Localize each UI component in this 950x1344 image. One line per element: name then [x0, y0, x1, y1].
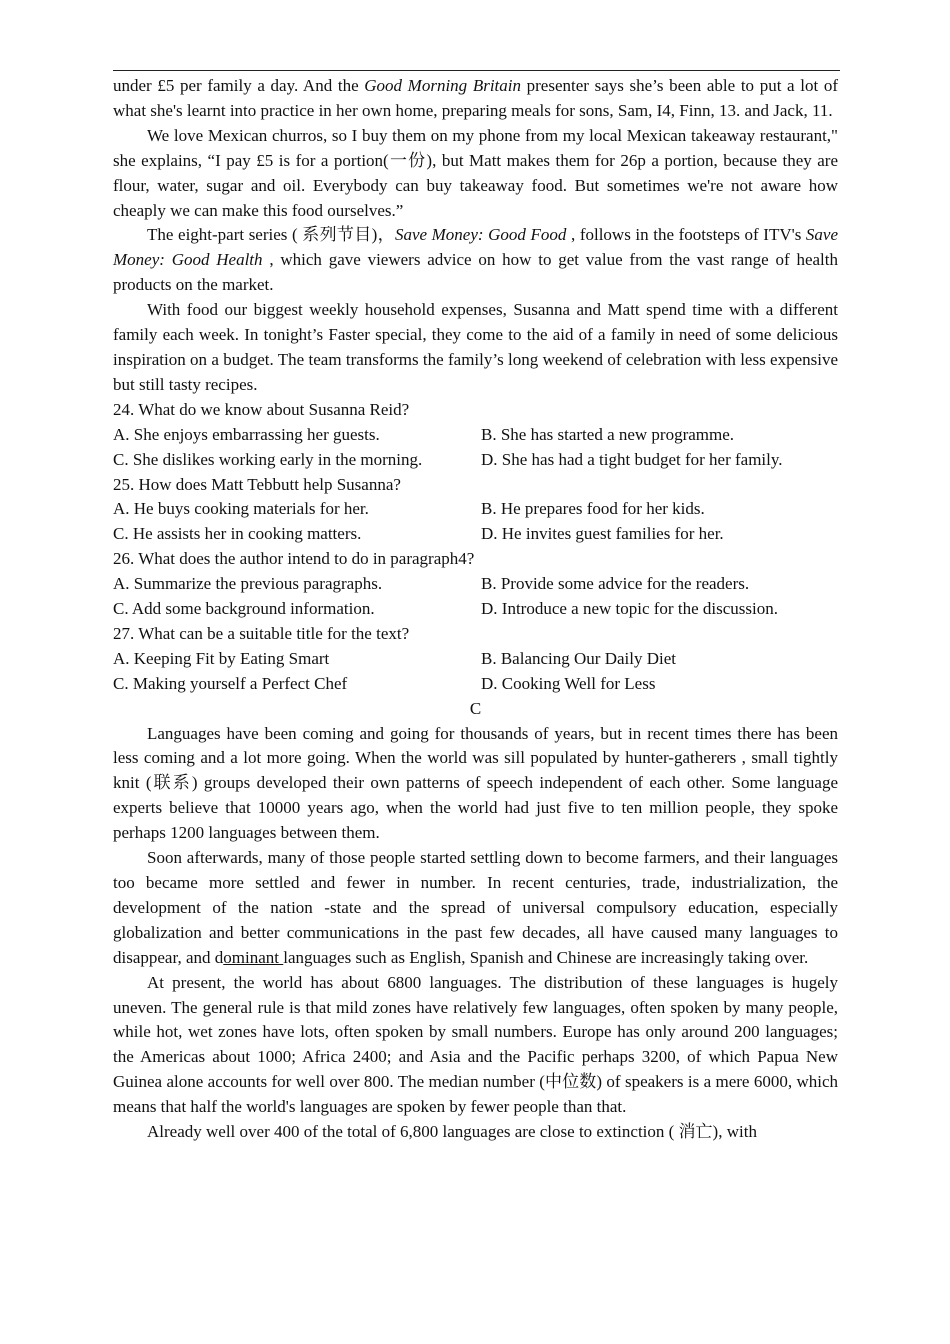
passage-b-paragraph-1: under £5 per family a day. And the Good Morning Britain presenter says she’s been able to put a lot of what she's learnt into practice in her own home, preparing meals for sons, Sam, I4, Finn, 13. and Jack, 11.: [113, 76, 838, 120]
option-b: B. Provide some advice for the readers.: [481, 574, 750, 594]
passage-c-paragraph-3: At present, the world has about 6800 languages. The distribution of these languages is hugely uneven. The general rule is that mild zones have relatively few languages, often spoken by many people, while hot, wet zones have lots, often spoken by small numbers. Europe has only around 200 languages; the Americas about 1000; Africa 2400; and Asia and the Pacific perhaps 3200, of which Papua New Guinea alone accounts for well over 800. The median number (中位数) of speakers is a mere 6000, which means that half the world's languages are spoken by fewer people than that.: [113, 972, 838, 1117]
question-stem: 25. How does Matt Tebbutt help Susanna?: [113, 474, 401, 494]
option-a: A. Keeping Fit by Eating Smart: [113, 648, 330, 668]
option-d: D. Introduce a new topic for the discussion.: [481, 599, 778, 619]
series-title: Save Money: Good Food: [394, 225, 567, 245]
question-27: [113, 622, 838, 697]
option-b: B. Balancing Our Daily Diet: [481, 648, 676, 668]
option-d: D. She has had a tight budget for her family.: [481, 449, 783, 469]
passage-c-paragraph-4: Already well over 400 of the total of 6,800 languages are close to extinction ( 消亡), with: [147, 1122, 757, 1142]
show-title: Good Morning Britain: [364, 76, 521, 95]
option-a: A. He buys cooking materials for her.: [113, 499, 369, 519]
option-a: A. Summarize the previous paragraphs.: [113, 574, 383, 594]
question-stem: 24. What do we know about Susanna Reid?: [113, 399, 410, 419]
passage-b-paragraph-2: We love Mexican churros, so I buy them on my phone from my local Mexican takeaway restaurant," she explains, “I pay £5 is for a portion(一份), but Matt makes them for 26p a portion, because they are flour, water, sugar and oil. Everybody can buy takeaway food. But sometimes we're not aware how cheaply we can make this food ourselves.”: [113, 125, 838, 220]
passage-b-paragraph-4: With food our biggest weekly household expenses, Susanna and Matt spend time with a different family each week. In tonight’s Faster special, they come to the aid of a family in need of some delicious inspiration on a budget. The team transforms the family’s long weekend of celebration with less expensive but still tasty recipes.: [113, 300, 838, 394]
passage-c-paragraph-2: Soon afterwards, many of those people started settling down to become farmers, and their languages too became more settled and fewer in number. In recent centuries, trade, industrialization, the development of the nation -state and the spread of universal compulsory education, especially globalization and better communications in the past few decades, all have caused many languages to disappear, and dominant languages such as English, Spanish and Chinese are increasingly taking over.: [113, 848, 838, 967]
option-b: B. He prepares food for her kids.: [481, 499, 705, 519]
option-c: C. He assists her in cooking matters.: [113, 524, 362, 544]
question-stem: 27. What can be a suitable title for the text?: [113, 623, 410, 643]
option-c: C. Add some background information.: [113, 599, 375, 619]
option-c: C. Making yourself a Perfect Chef: [113, 673, 348, 693]
question-stem: 26. What does the author intend to do in paragraph4?: [113, 549, 475, 569]
option-b: B. She has started a new programme.: [481, 424, 735, 444]
option-d: D. He invites guest families for her.: [481, 524, 724, 544]
passage-b-paragraph-3: The eight-part series ( 系列节目)，Save Money: Good Food , follows in the footsteps of ITV's Save Money: Good Health , which gave viewers advice on how to get value from the vast range of health products on the market.: [113, 225, 838, 295]
option-c: C. She dislikes working early in the morning.: [113, 449, 423, 469]
document-page: [113, 68, 838, 1145]
prior-series-title: Save Money: Good Health: [113, 225, 838, 270]
option-d: D. Cooking Well for Less: [481, 673, 656, 693]
option-a: A. She enjoys embarrassing her guests.: [113, 424, 380, 444]
underlined-word: ominant: [223, 947, 284, 967]
question-25: [113, 473, 838, 548]
passage-c-paragraph-1: Languages have been coming and going for thousands of years, but in recent times there has been less coming and a lot more going. When the world was sill populated by hunter-gatherers , small tightly knit (联系) groups developed their own patterns of speech independent of each other. Some language experts believe that 10000 years ago, when the world had just five to ten million people, they spoke perhaps 1200 languages between them.: [113, 723, 838, 843]
section-heading: C: [469, 698, 482, 718]
question-26: [113, 547, 838, 622]
question-24: [113, 398, 838, 473]
